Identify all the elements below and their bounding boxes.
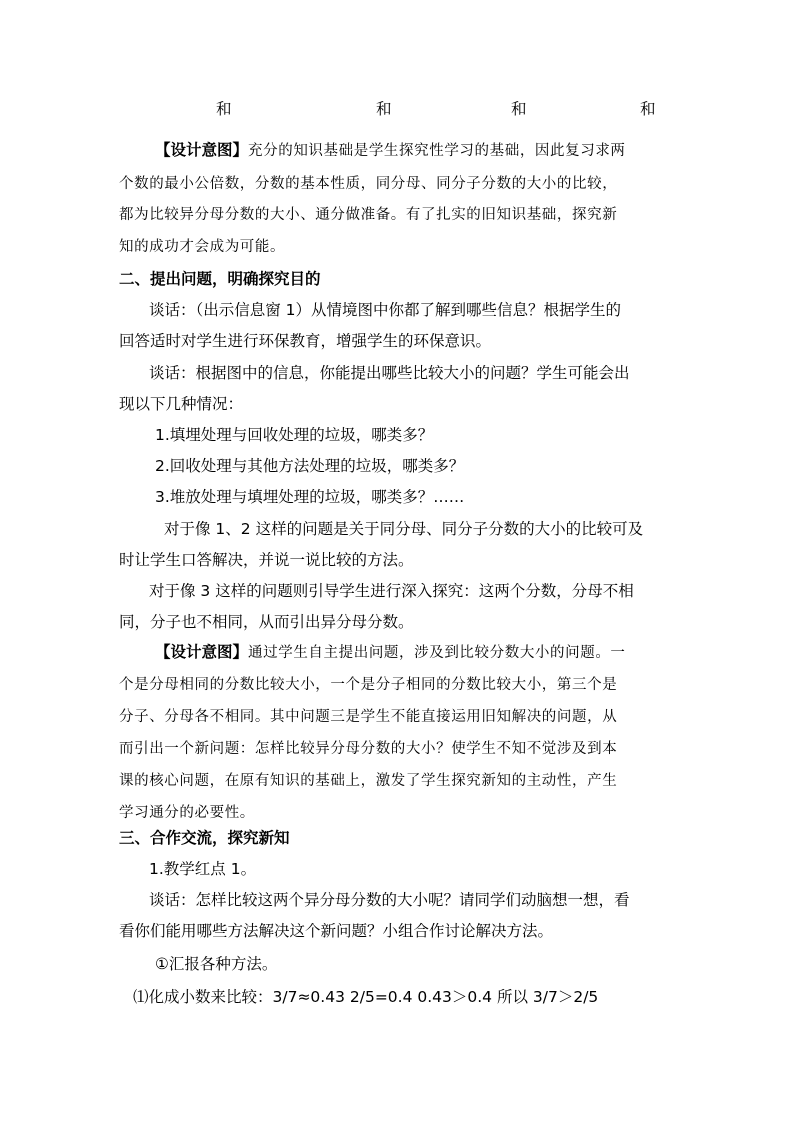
section-2-paragraph: 谈话：根据图中的信息，你能提出哪些比较大小的问题？学生可能会出 — [149, 364, 630, 382]
section-2-paragraph: 对于像 3 这样的问题则引导学生进行深入探究：这两个分数，分母不相 — [149, 582, 634, 600]
question-item-1: 1.填埋处理与回收处理的垃圾，哪类多？ — [155, 426, 434, 444]
teaching-item-1: 1.教学红点 1。 — [149, 860, 257, 878]
sub-item-1: ①汇报各种方法。 — [155, 955, 278, 973]
section-3-paragraph: 看你们能用哪些方法解决这个新问题？小组合作讨论解决方法。 — [119, 922, 554, 940]
top-char-2: 和 — [376, 100, 392, 118]
section-3-paragraph: 谈话：怎样比较这两个异分母分数的大小呢？请同学们动脑想一想，看 — [149, 891, 630, 909]
section-3-heading: 三、合作交流，探究新知 — [119, 829, 290, 847]
section-2-paragraph: 时让学生口答解决，并说一说比较的方法。 — [119, 551, 414, 569]
section-2-heading: 二、提出问题，明确探究目的 — [119, 270, 321, 288]
top-char-1: 和 — [216, 100, 232, 118]
question-item-3: 3.堆放处理与填埋处理的垃圾，哪类多？…… — [155, 488, 465, 506]
section-2-paragraph: 现以下几种情况： — [119, 395, 244, 413]
design-intent-text: 通过学生自主提出问题，涉及到比较分数大小的问题。一 — [248, 645, 626, 661]
design-intent-2-line3: 分子、分母各不相同。其中问题三是学生不能直接运用旧知解决的问题，从 — [119, 709, 618, 725]
design-intent-1-line2: 个数的最小公倍数，分数的基本性质，同分母、同分子分数的大小的比较， — [119, 176, 618, 192]
section-2-paragraph: 对于像 1、2 这样的问题是关于同分母、同分子分数的大小的比较可及 — [164, 520, 644, 538]
question-item-2: 2.回收处理与其他方法处理的垃圾，哪类多？ — [155, 457, 465, 475]
section-2-paragraph: 回答适时对学生进行环保教育，增强学生的环保意识。 — [119, 332, 492, 350]
section-2-paragraph: 谈话：（出示信息窗 1）从情境图中你都了解到哪些信息？根据学生的 — [149, 301, 622, 319]
design-intent-1-line3: 都为比较异分母分数的大小、通分做准备。有了扎实的旧知识基础，探究新 — [119, 207, 618, 223]
section-2-paragraph: 同，分子也不相同，从而引出异分母分数。 — [119, 613, 414, 631]
top-char-3: 和 — [511, 100, 527, 118]
design-intent-2-line2: 个是分母相同的分数比较大小，一个是分子相同的分数比较大小，第三个是 — [119, 677, 618, 693]
design-intent-1-line4: 知的成功才会成为可能。 — [119, 239, 286, 255]
top-char-4: 和 — [640, 100, 656, 118]
design-intent-text: 充分的知识基础是学生探究性学习的基础，因此复习求两 — [248, 143, 626, 159]
design-intent-tag: 【设计意图】 — [155, 141, 249, 159]
design-intent-2-line4: 而引出一个新问题：怎样比较异分母分数的大小？使学生不知不觉涉及到本 — [119, 741, 618, 757]
design-intent-tag: 【设计意图】 — [155, 643, 249, 661]
design-intent-2-line1 — [155, 642, 626, 663]
design-intent-1-line1 — [155, 140, 626, 161]
method-1: ⑴化成小数来比较：3/7≈0.43 2/5=0.4 0.43＞0.4 所以 3/7＞2/5 — [133, 988, 599, 1006]
design-intent-2-line6: 学习通分的必要性。 — [119, 805, 255, 821]
design-intent-2-line5: 课的核心问题，在原有知识的基础上，激发了学生探究新知的主动性，产生 — [119, 773, 618, 789]
